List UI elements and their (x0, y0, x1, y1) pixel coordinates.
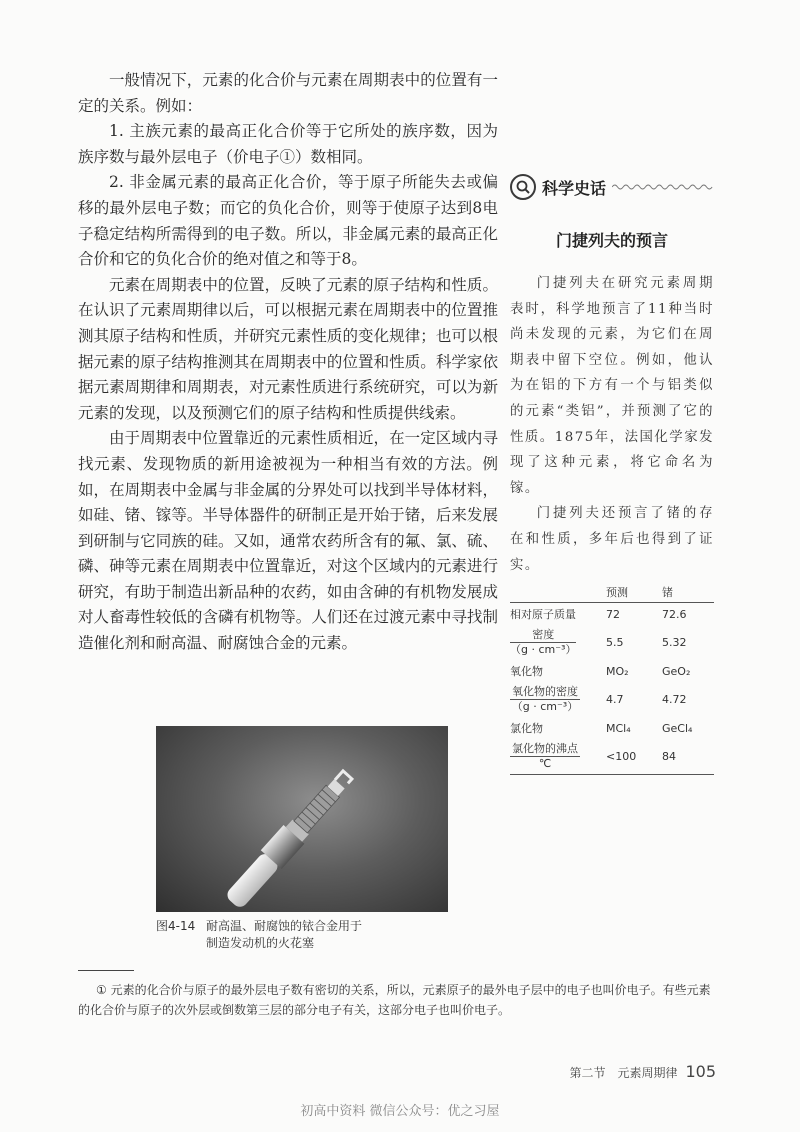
paragraph-intro: 一般情况下，元素的化合价与元素在周期表中的位置有一定的关系。例如： (78, 71, 498, 115)
paragraph-position: 元素在周期表中的位置，反映了元素的原子结构和性质。在认识了元素周期律以后，可以根据元素在周期表中的位置推测其原子结构和性质，并研究元素性质的变化规律；也可以根据元素的原子结构推测其在周期表中的位置和性质。科学家依据元素周期律和周期表，对元素性质进行系统研究，可以为新元素的发现，以及预测它们的原子结构和性质提供线索。 (78, 275, 498, 422)
page-number: 105 (685, 1062, 716, 1081)
table-cell-actual: GeO₂ (662, 664, 691, 678)
figure-caption-line2: 制造发动机的火花塞 (206, 936, 315, 950)
table-header-germanium: 锗 (662, 586, 673, 600)
fraction (510, 742, 580, 771)
table-row (510, 603, 714, 626)
section-title: 第二节 元素周期律 (569, 1066, 678, 1080)
figure-number: 图4-14 (156, 919, 196, 933)
sidebar-title: 门捷列夫的预言 (555, 231, 668, 250)
table-cell-predicted: MO₂ (606, 664, 629, 678)
table-cell-actual: 5.32 (662, 636, 687, 650)
table-header (510, 582, 606, 603)
science-history-sidebar (510, 170, 714, 775)
fraction-denominator: ℃ (538, 757, 552, 771)
table-row (510, 625, 714, 660)
fraction (510, 685, 580, 714)
spark-plug-illustration (156, 726, 448, 912)
wave-divider (612, 183, 714, 191)
footnote-rule (78, 970, 134, 971)
table-cell-key (510, 625, 606, 660)
table-cell-predicted: 5.5 (606, 636, 624, 650)
table-row (510, 717, 714, 739)
table-cell-actual: 4.72 (662, 693, 687, 707)
watermark: 初高中资料 微信公众号：优之习屋 (300, 1104, 500, 1119)
table-cell-predicted: 4.7 (606, 693, 624, 707)
table-cell-key (510, 739, 606, 775)
table-header-row (510, 582, 714, 603)
fraction-numerator: 密度 (510, 628, 576, 643)
table-cell-predicted: <100 (606, 739, 662, 775)
prediction-table (510, 582, 714, 775)
footnote-text: ① 元素的化合价与原子的最外层电子数有密切的关系，所以，元素原子的最外电子层中的电子也叫价电子。有些元素的化合价与原子的次外层或倒数第三层的部分电子有关，这部分电子也叫价电子。 (78, 983, 711, 1017)
table-cell-actual: 72.6 (662, 603, 714, 626)
magnifier-icon (510, 174, 536, 200)
sidebar-label: 科学史话 (542, 178, 607, 198)
main-text (78, 68, 498, 657)
fraction-numerator: 氯化物的沸点 (512, 742, 578, 756)
table-cell-actual: 84 (662, 739, 714, 775)
table-cell-predicted: 72 (606, 603, 662, 626)
table-cell-key (510, 682, 606, 717)
table-cell-key: 氧化物 (510, 665, 543, 679)
fraction-numerator: 氧化物的密度 (512, 685, 578, 699)
table-cell-key: 氯化物 (510, 722, 543, 736)
sidebar-paragraph: 门捷列夫在研究元素周期表时，科学地预言了11种当时尚未发现的元素，为它们在周期表中留下空位。例如，他认为在铝的下方有一个与铝类似的元素“类铝”，并预测了它的性质。1875年，法国化学家发现了这种元素，将它命名为镓。 (510, 276, 714, 496)
fraction-denominator: （g · cm⁻³） (511, 700, 579, 714)
paragraph-rule-1: 1. 主族元素的最高正化合价等于它所处的族序数，因为族序数与最外层电子（价电子①）数相同。 (78, 122, 498, 166)
figure-caption (156, 918, 456, 952)
spark-plug-photo (156, 726, 448, 912)
paragraph-rule-2: 2. 非金属元素的最高正化合价，等于原子所能失去或偏移的最外层电子数；而它的负化合价，则等于使原子达到8电子稳定结构所需得到的电子数。所以，非金属元素的最高正化合价和它的负化合价的绝对值之和等于8。 (78, 173, 498, 269)
table-cell-predicted: MCl₄ (606, 721, 631, 735)
fraction-denominator: （g · cm⁻³） (510, 643, 577, 657)
sidebar-paragraph: 门捷列夫还预言了锗的存在和性质，多年后也得到了证实。 (510, 506, 714, 573)
running-footer (540, 1062, 716, 1081)
table-row (510, 682, 714, 717)
footnote (78, 980, 718, 1020)
table-row (510, 739, 714, 775)
table-header-predicted: 预测 (606, 586, 628, 600)
sidebar-body (510, 271, 714, 578)
figure-caption-line1: 耐高温、耐腐蚀的铱合金用于 (206, 919, 363, 933)
sidebar-header (510, 170, 714, 204)
table-row (510, 660, 714, 682)
table-cell-key: 相对原子质量 (510, 603, 606, 626)
fraction (510, 628, 576, 657)
table-cell-actual: GeCl₄ (662, 721, 693, 735)
paragraph-applications: 由于周期表中位置靠近的元素性质相近，在一定区域内寻找元素、发现物质的新用途被视为一种相当有效的方法。例如，在周期表中金属与非金属的分界处可以找到半导体材料，如硅、锗、镓等。半导体器件的研制正是开始于锗，后来发展到研制与它同族的硅。又如，通常农药所含有的氟、氯、硫、磷、砷等元素在周期表中位置靠近，对这个区域内的元素进行研究，有助于制造出新品种的农药，如由含砷的有机物发展成对人畜毒性较低的含磷有机物等。人们还在过渡元素中寻找制造催化剂和耐高温、耐腐蚀合金的元素。 (78, 429, 498, 653)
